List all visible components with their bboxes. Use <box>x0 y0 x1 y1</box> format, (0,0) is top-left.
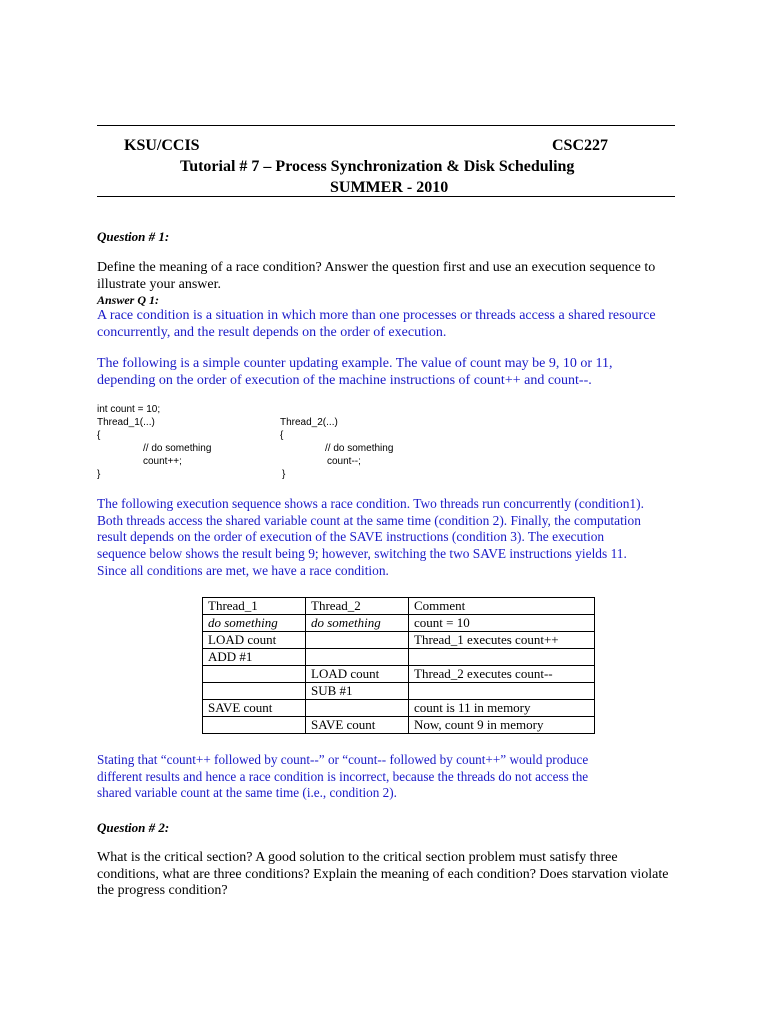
question-1-text <box>97 260 687 293</box>
question-2-text <box>97 850 687 900</box>
table-cell: Thread_2 <box>306 598 409 615</box>
text-line: The following execution sequence shows a race condition. Two threads run concurrently (condition1). <box>97 496 644 511</box>
header-left: KSU/CCIS <box>124 137 200 154</box>
table-row <box>203 666 595 683</box>
text-line: sequence below shows the result being 9; however, switching the two SAVE instructions yields 11. <box>97 546 627 562</box>
text-line: What is the critical section? A good solution to the critical section problem must satisfy three <box>97 850 618 865</box>
question-2-heading: Question # 2: <box>97 820 170 835</box>
table-cell: ADD #1 <box>203 649 306 666</box>
document-title: Tutorial # 7 – Process Synchronization & Disk Scheduling <box>180 158 575 175</box>
table-cell: Thread_1 <box>203 598 306 615</box>
table-cell: SUB #1 <box>306 683 409 700</box>
table-row <box>203 717 595 734</box>
text-line: concurrently, and the result depends on the order of execution. <box>97 324 447 340</box>
thread-2-close-brace: } <box>282 469 286 480</box>
answer-1-label: Answer Q 1: <box>97 293 160 307</box>
text-line: Define the meaning of a race condition? Answer the question first and use an execution sequence to <box>97 260 656 275</box>
text-line: Since all conditions are met, we have a race condition. <box>97 562 389 578</box>
table-cell <box>203 717 306 734</box>
table-cell: LOAD count <box>306 666 409 683</box>
table-cell: count = 10 <box>409 615 595 632</box>
table-cell: Comment <box>409 598 595 615</box>
thread-2-open-brace: { <box>280 430 284 441</box>
answer-1-paragraph-2 <box>97 356 687 389</box>
table-cell <box>203 683 306 700</box>
answer-1-paragraph-1 <box>97 308 687 341</box>
table-cell: Thread_1 executes count++ <box>409 632 595 649</box>
thread-1-statement: count++; <box>143 456 182 467</box>
thread-1-comment: // do something <box>143 443 212 454</box>
text-line: A race condition is a situation in which more than one processes or threads access a shared resource <box>97 308 656 323</box>
table-cell: do something <box>203 615 306 632</box>
text-line: conditions, what are three conditions? Explain the meaning of each condition? Does starvation violate <box>97 866 669 882</box>
text-line: different results and hence a race condition is incorrect, because the threads do not access the <box>97 768 589 784</box>
document-term: SUMMER - 2010 <box>330 179 449 196</box>
header-bottom-rule <box>97 196 675 197</box>
header-right: CSC227 <box>552 137 609 154</box>
race-condition-explanation <box>97 496 687 580</box>
thread-2-comment: // do something <box>325 443 394 454</box>
table-cell <box>306 649 409 666</box>
thread-2-header: Thread_2(...) <box>280 417 338 428</box>
text-line: illustrate your answer. <box>97 276 222 292</box>
table-cell <box>409 649 595 666</box>
table-header-row <box>203 598 595 615</box>
text-line: Both threads access the shared variable count at the same time (condition 2). Finally, the computation <box>97 512 641 528</box>
thread-1-header: Thread_1(...) <box>97 417 155 428</box>
text-line: The following is a simple counter updating example. The value of count may be 9, 10 or 11, <box>97 356 613 371</box>
code-declaration: int count = 10; <box>97 404 161 415</box>
table-row <box>203 649 595 666</box>
thread-2-statement: count--; <box>327 456 361 467</box>
incorrect-answer-note <box>97 752 687 802</box>
table-row <box>203 632 595 649</box>
question-1-heading: Question # 1: <box>97 229 170 244</box>
thread-1-open-brace: { <box>97 430 101 441</box>
table-cell <box>306 632 409 649</box>
table-cell <box>203 666 306 683</box>
text-line: depending on the order of execution of the machine instructions of count++ and count--. <box>97 372 592 388</box>
table-cell: do something <box>306 615 409 632</box>
table-cell: Now, count 9 in memory <box>409 717 595 734</box>
text-line: Stating that “count++ followed by count--” or “count-- followed by count++” would produce <box>97 752 589 767</box>
text-line: the progress condition? <box>97 883 228 899</box>
execution-sequence-table <box>202 597 595 734</box>
text-line: result depends on the order of execution of the SAVE instructions (condition 3). The execution <box>97 529 605 545</box>
table-row <box>203 615 595 632</box>
table-cell: count is 11 in memory <box>409 700 595 717</box>
thread-1-close-brace: } <box>97 469 101 480</box>
table-cell: Thread_2 executes count-- <box>409 666 595 683</box>
header-top-rule <box>97 125 675 126</box>
table-cell: LOAD count <box>203 632 306 649</box>
table-cell: SAVE count <box>306 717 409 734</box>
table-row <box>203 700 595 717</box>
table-row <box>203 683 595 700</box>
table-cell: SAVE count <box>203 700 306 717</box>
text-line: shared variable count at the same time (i.e., condition 2). <box>97 785 397 801</box>
table-cell <box>306 700 409 717</box>
table-cell <box>409 683 595 700</box>
